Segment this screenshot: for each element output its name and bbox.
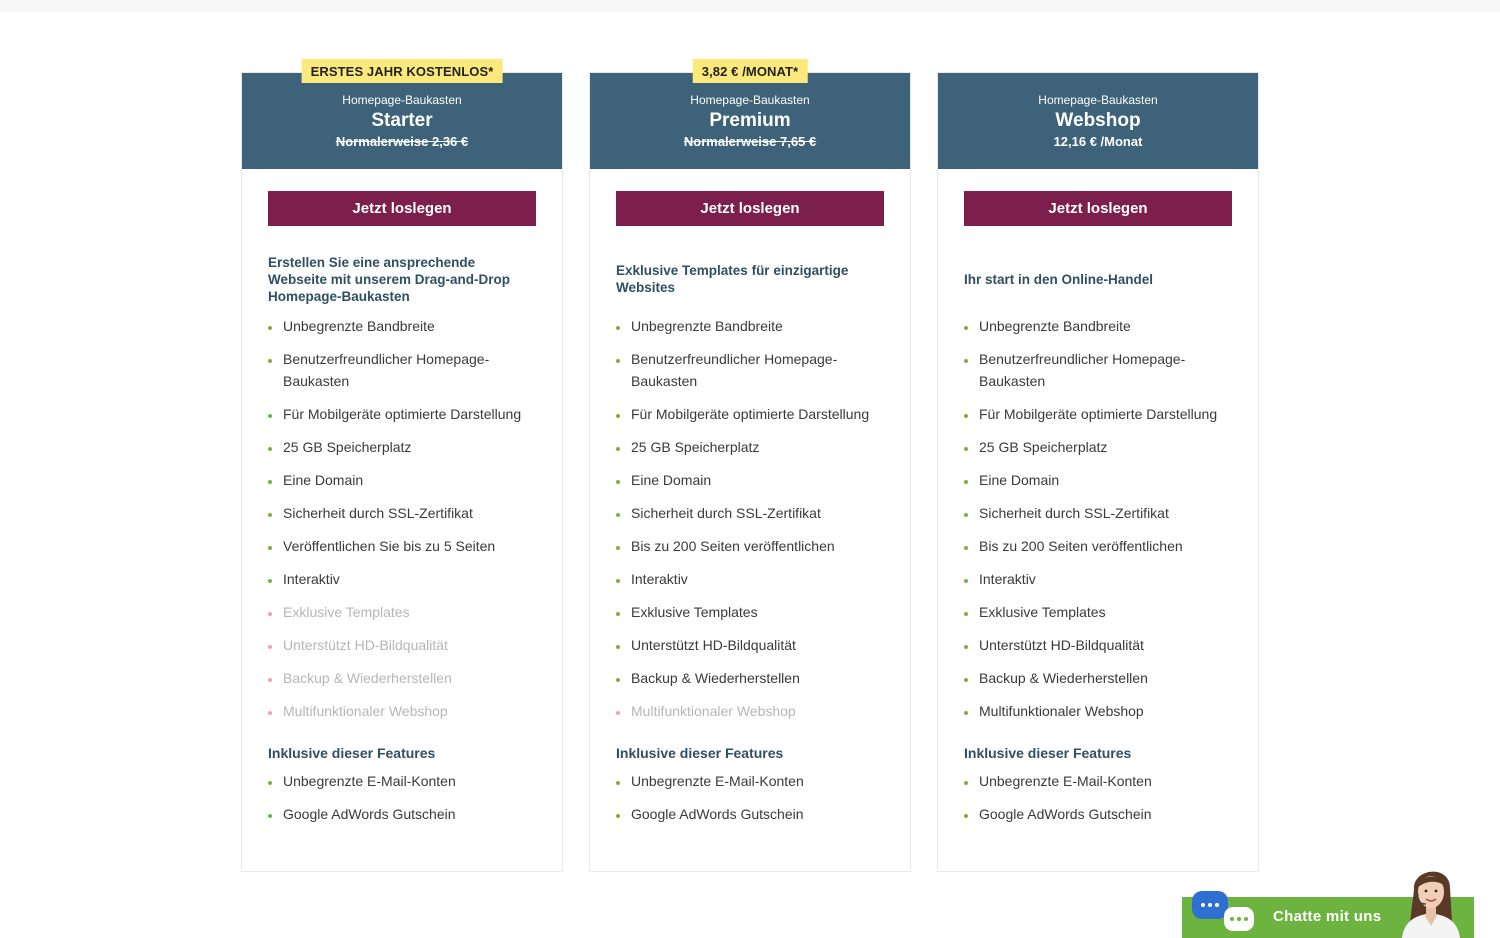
extra-feature-label: Google AdWords Gutschein [979,806,1152,822]
bullet-included-icon [268,814,272,818]
bullet-included-icon [616,645,620,649]
feature-label: Multifunktionaler Webshop [631,703,796,719]
pricing-plans [241,64,1259,872]
plan-card-starter [241,64,563,872]
feature-item [964,502,1232,524]
feature-item [616,601,884,623]
feature-label: Interaktiv [283,571,340,587]
feature-item [268,403,536,425]
bullet-included-icon [616,513,620,517]
feature-label: Benutzerfreundlicher Homepage-Baukasten [283,351,490,389]
extra-feature-item [268,803,536,825]
bullet-included-icon [268,414,272,418]
bullet-included-icon [616,480,620,484]
extra-feature-label: Google AdWords Gutschein [283,806,456,822]
bullet-included-icon [964,414,968,418]
feature-label: Sicherheit durch SSL-Zertifikat [631,505,821,521]
feature-label: Unbegrenzte Bandbreite [631,318,783,334]
feature-item [964,469,1232,491]
feature-label: Unterstützt HD-Bildqualität [979,637,1144,653]
extras-heading: Inklusive dieser Features [964,745,1132,761]
bullet-included-icon [964,781,968,785]
bullet-included-icon [268,359,272,363]
plan-kicker: Homepage-Baukasten [342,93,462,107]
feature-label: Exklusive Templates [631,604,758,620]
feature-item [268,700,536,722]
feature-item [964,315,1232,337]
feature-item [964,535,1232,557]
bullet-included-icon [616,814,620,818]
plan-promo-badge: 3,82 € /MONAT* [693,59,808,83]
extra-feature-item [268,770,536,792]
feature-list [964,315,1232,722]
plan-tagline: Exklusive Templates für einzigartige Websites [616,263,849,295]
feature-label: Für Mobilgeräte optimierte Darstellung [979,406,1218,422]
top-page-strip [0,0,1500,12]
feature-item [268,502,536,524]
feature-label: Unbegrenzte Bandbreite [979,318,1131,334]
feature-label: 25 GB Speicherplatz [631,439,760,455]
bullet-included-icon [616,678,620,682]
extra-feature-label: Unbegrenzte E-Mail-Konten [283,773,456,789]
feature-label: Unbegrenzte Bandbreite [283,318,435,334]
start-now-button[interactable]: Jetzt loslegen [268,191,536,226]
feature-label: Für Mobilgeräte optimierte Darstellung [631,406,870,422]
feature-item [268,535,536,557]
feature-item [964,348,1232,392]
bullet-included-icon [964,546,968,550]
feature-item [964,436,1232,458]
feature-label: Interaktiv [631,571,688,587]
extra-feature-item [616,770,884,792]
feature-label: Benutzerfreundlicher Homepage-Baukasten [631,351,838,389]
extra-feature-item [616,803,884,825]
bullet-included-icon [268,513,272,517]
feature-item [616,535,884,557]
feature-item [268,348,536,392]
feature-item [616,315,884,337]
bullet-included-icon [268,579,272,583]
extra-feature-item [964,770,1232,792]
feature-item [964,601,1232,623]
feature-item [616,700,884,722]
feature-item [964,403,1232,425]
bullet-included-icon [964,612,968,616]
extras-heading: Inklusive dieser Features [616,745,784,761]
plan-tagline: Erstellen Sie eine ansprechende Webseite mit unserem Drag-and-Drop Homepage-Baukasten [268,254,511,304]
plan-name: Starter [371,110,433,131]
feature-item [268,667,536,689]
bullet-included-icon [616,579,620,583]
extras-list [268,770,536,825]
plan-name: Webshop [1055,110,1141,131]
feature-item [268,469,536,491]
chat-label: Chatte mit uns [1273,908,1382,925]
plan-header [242,64,562,169]
bullet-excluded-icon [268,645,272,649]
start-now-button[interactable]: Jetzt loslegen [964,191,1232,226]
bullet-included-icon [616,447,620,451]
feature-item [616,403,884,425]
bullet-included-icon [964,678,968,682]
bullet-included-icon [964,645,968,649]
feature-item [268,601,536,623]
feature-list [616,315,884,722]
chat-reply-bubble-icon [1224,907,1254,931]
bullet-included-icon [268,546,272,550]
plan-price: 12,16 € /Monat [1053,134,1143,149]
feature-label: 25 GB Speicherplatz [979,439,1108,455]
feature-label: Bis zu 200 Seiten veröffentlichen [631,538,835,554]
feature-label: Unterstützt HD-Bildqualität [631,637,796,653]
plan-promo-badge: ERSTES JAHR KOSTENLOS* [302,59,503,83]
feature-label: Multifunktionaler Webshop [979,703,1144,719]
feature-label: Multifunktionaler Webshop [283,703,448,719]
chat-bubble-icon [1192,891,1228,919]
extra-feature-label: Google AdWords Gutschein [631,806,804,822]
plan-tagline: Ihr start in den Online-Handel [964,271,1154,287]
extras-list [616,770,884,825]
feature-label: Backup & Wiederherstellen [979,670,1148,686]
feature-label: Sicherheit durch SSL-Zertifikat [979,505,1169,521]
feature-item [964,700,1232,722]
feature-item [616,502,884,524]
plan-header [938,73,1258,169]
plan-kicker: Homepage-Baukasten [690,93,810,107]
bullet-excluded-icon [268,612,272,616]
feature-label: 25 GB Speicherplatz [283,439,412,455]
extra-feature-item [964,803,1232,825]
extras-list [964,770,1232,825]
extras-heading: Inklusive dieser Features [268,745,436,761]
feature-label: Eine Domain [283,472,364,488]
bullet-included-icon [964,326,968,330]
bullet-included-icon [964,447,968,451]
bullet-excluded-icon [268,711,272,715]
bullet-included-icon [268,480,272,484]
feature-item [964,667,1232,689]
bullet-included-icon [964,579,968,583]
bullet-included-icon [268,781,272,785]
plan-price: Normalerweise 7,65 € [683,134,817,149]
plan-price: Normalerweise 2,36 € [335,134,469,149]
bullet-included-icon [964,480,968,484]
start-now-button[interactable]: Jetzt loslegen [616,191,884,226]
feature-label: Exklusive Templates [979,604,1106,620]
feature-label: Interaktiv [979,571,1036,587]
bullet-excluded-icon [268,678,272,682]
bullet-included-icon [964,711,968,715]
plan-kicker: Homepage-Baukasten [1038,93,1158,107]
bullet-included-icon [268,326,272,330]
feature-item [616,348,884,392]
plan-name: Premium [709,110,791,131]
bullet-included-icon [616,359,620,363]
feature-item [616,634,884,656]
feature-label: Unterstützt HD-Bildqualität [283,637,448,653]
bullet-included-icon [268,447,272,451]
feature-item [616,436,884,458]
extra-feature-label: Unbegrenzte E-Mail-Konten [979,773,1152,789]
feature-item [964,568,1232,590]
plan-header [590,64,910,169]
bullet-excluded-icon [616,711,620,715]
feature-item [268,315,536,337]
bullet-included-icon [616,326,620,330]
feature-item [616,568,884,590]
feature-label: Backup & Wiederherstellen [283,670,452,686]
feature-label: Eine Domain [979,472,1060,488]
feature-item [964,634,1232,656]
feature-label: Benutzerfreundlicher Homepage-Baukasten [979,351,1186,389]
bullet-included-icon [964,513,968,517]
bullet-included-icon [616,546,620,550]
feature-label: Sicherheit durch SSL-Zertifikat [283,505,473,521]
extra-feature-label: Unbegrenzte E-Mail-Konten [631,773,804,789]
feature-label: Bis zu 200 Seiten veröffentlichen [979,538,1183,554]
feature-label: Exklusive Templates [283,604,410,620]
plan-card-premium [589,64,911,872]
bullet-included-icon [616,414,620,418]
plan-card-webshop [937,72,1259,872]
support-agent-avatar [1396,860,1466,938]
feature-label: Veröffentlichen Sie bis zu 5 Seiten [283,538,496,554]
bullet-included-icon [964,814,968,818]
feature-item [268,436,536,458]
feature-item [616,667,884,689]
feature-list [268,315,536,722]
bullet-included-icon [616,612,620,616]
feature-label: Backup & Wiederherstellen [631,670,800,686]
feature-label: Für Mobilgeräte optimierte Darstellung [283,406,522,422]
feature-item [268,568,536,590]
bullet-included-icon [616,781,620,785]
bullet-included-icon [964,359,968,363]
feature-label: Eine Domain [631,472,712,488]
feature-item [616,469,884,491]
feature-item [268,634,536,656]
